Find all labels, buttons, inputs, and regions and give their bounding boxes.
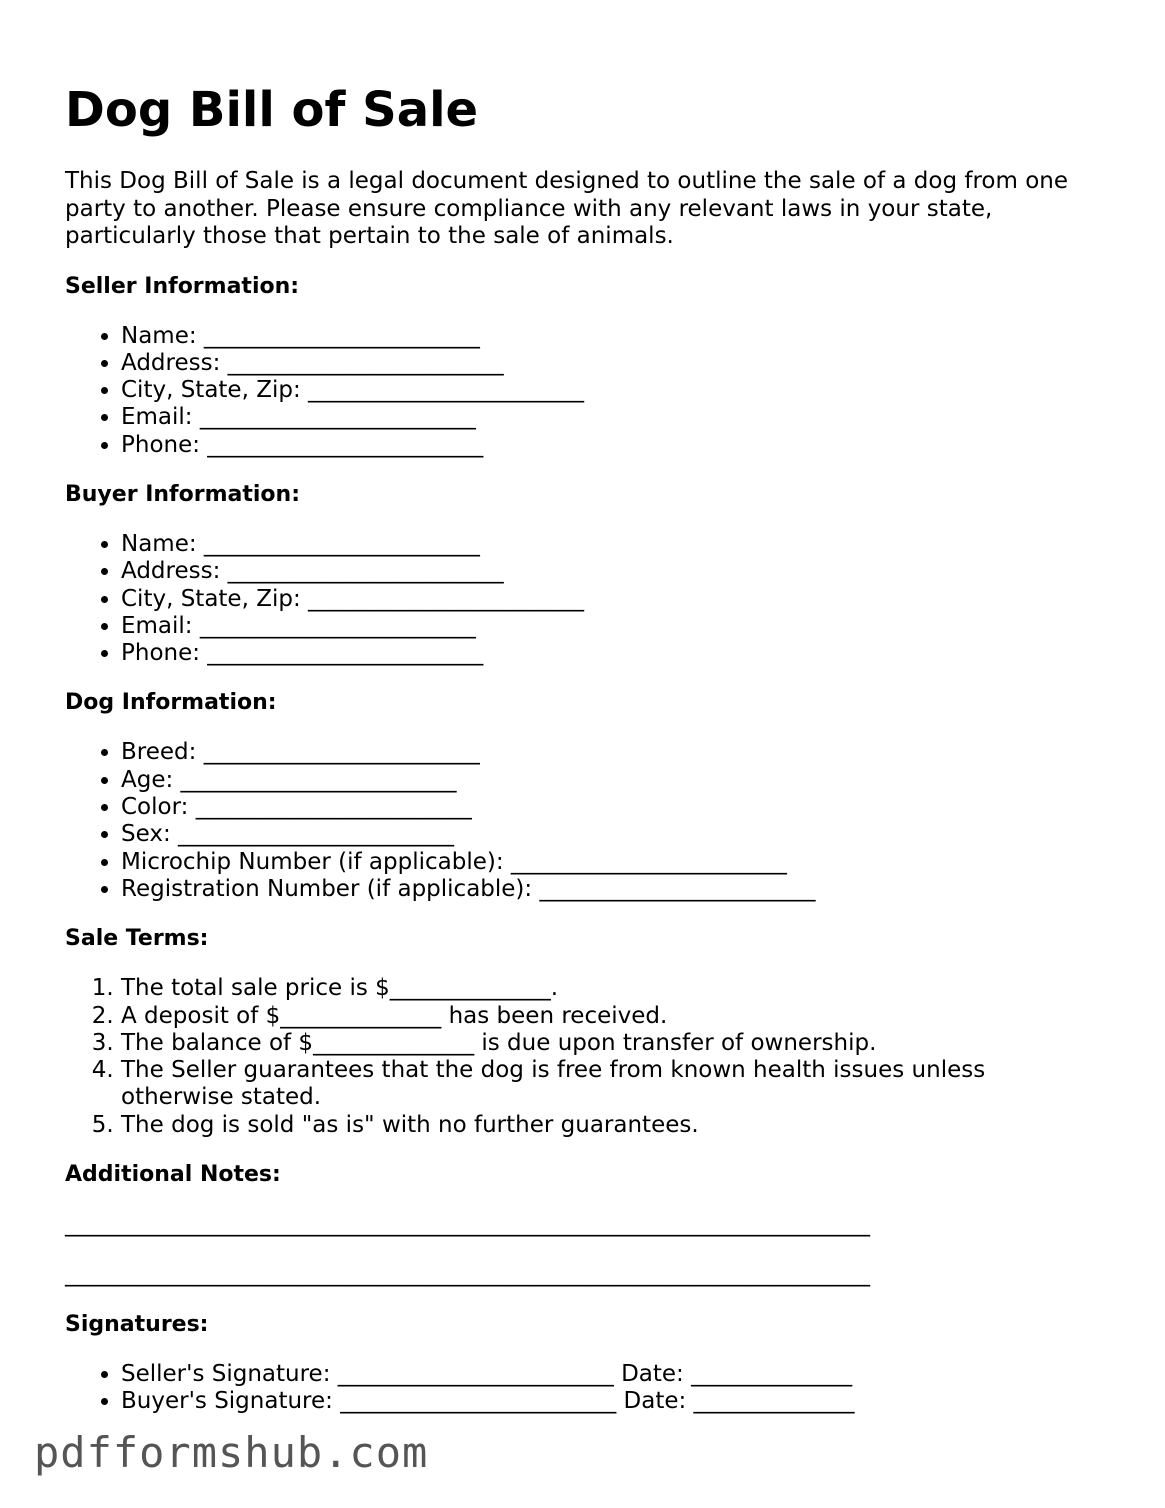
term-item: 4. The Seller guarantees that the dog is free from known health issues unless otherwise stated. [121,1057,1105,1112]
dog-heading: Dog Information: [65,690,277,716]
notes-heading: Additional Notes: [65,1162,281,1188]
seller-city-field: • City, State, Zip: ________________________ [121,377,1105,404]
buyer-address-field: • Address: ________________________ [121,558,1105,585]
seller-address-field: • Address: ________________________ [121,350,1105,377]
notes-line: ______________________________________________________________________ [65,1261,870,1288]
seller-list [65,323,1105,459]
notes-line: ______________________________________________________________________ [65,1211,870,1238]
signatures-heading: Signatures: [65,1312,209,1338]
buyer-list [65,531,1105,667]
term-item: 3. The balance of $______________ is due upon transfer of ownership. [121,1030,1105,1057]
term-item: 1. The total sale price is $______________. [121,975,1105,1002]
dog-microchip-field: • Microchip Number (if applicable): ________________________ [121,849,1105,876]
seller-phone-field: • Phone: ________________________ [121,432,1105,459]
signatures-list [65,1361,1105,1416]
buyer-city-field: • City, State, Zip: ________________________ [121,586,1105,613]
seller-email-field: • Email: ________________________ [121,404,1105,431]
seller-signature-field: • Seller's Signature: ________________________ Date: ______________ [121,1361,1105,1388]
buyer-signature-field: • Buyer's Signature: ________________________ Date: ______________ [121,1388,1105,1415]
buyer-name-field: • Name: ________________________ [121,531,1105,558]
dog-age-field: • Age: ________________________ [121,767,1105,794]
buyer-heading: Buyer Information: [65,481,300,507]
dog-list [65,739,1105,903]
term-item: 5. The dog is sold "as is" with no further guarantees. [121,1112,1105,1139]
dog-sex-field: • Sex: ________________________ [121,821,1105,848]
page-title: Dog Bill of Sale [65,82,479,138]
notes-lines [65,1211,1105,1288]
terms-heading: Sale Terms: [65,926,209,952]
dog-color-field: • Color: ________________________ [121,794,1105,821]
document-page [65,80,1105,1438]
term-item: 2. A deposit of $______________ has been received. [121,1003,1105,1030]
seller-heading: Seller Information: [65,273,300,299]
intro-paragraph: This Dog Bill of Sale is a legal document designed to outline the sale of a dog from one party to another. Please ensure compliance with any relevant laws in your state, particularly those that pertain to the sale of animals. [65,168,1069,249]
dog-breed-field: • Breed: ________________________ [121,739,1105,766]
buyer-phone-field: • Phone: ________________________ [121,640,1105,667]
dog-registration-field: • Registration Number (if applicable): ________________________ [121,876,1105,903]
watermark: pdfformshub.com [34,1428,429,1477]
buyer-email-field: • Email: ________________________ [121,613,1105,640]
seller-name-field: • Name: ________________________ [121,323,1105,350]
terms-list [65,975,1105,1139]
